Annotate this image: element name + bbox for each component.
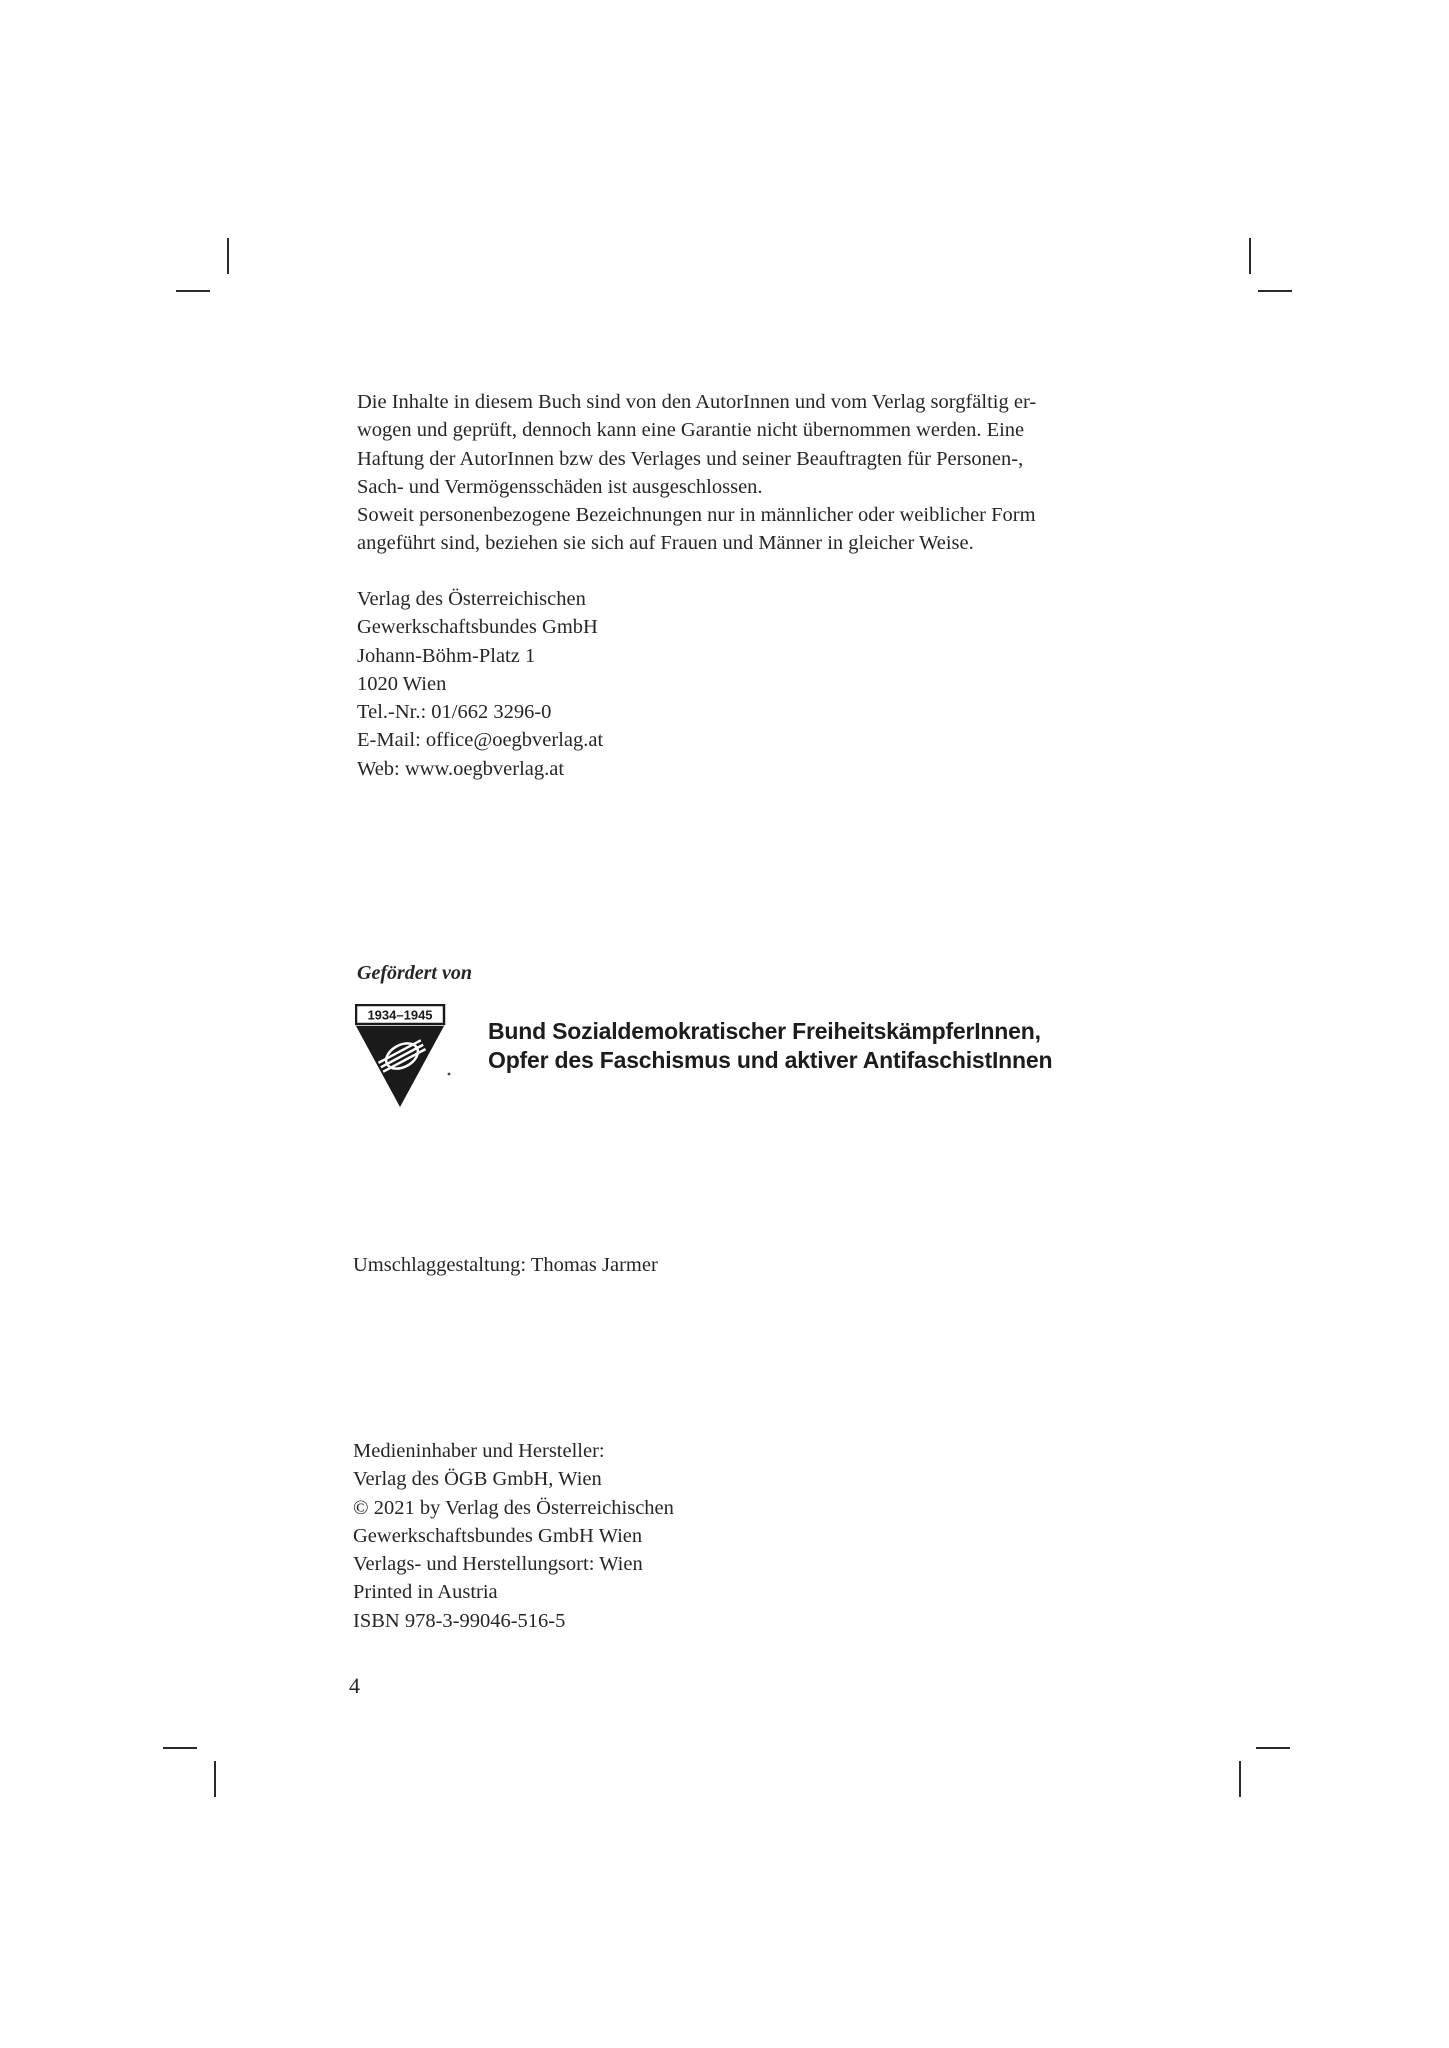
disclaimer-line: angeführt sind, beziehen sie sich auf Frauen und Männer in gleicher Weise. <box>357 532 974 555</box>
crop-mark-bottom-left-horizontal <box>163 1747 197 1749</box>
isbn-line: ISBN 978-3-99046-516-5 <box>353 1609 566 1632</box>
disclaimer-line: Die Inhalte in diesem Buch sind von den AutorInnen und vom Verlag sorgfältig er- <box>357 391 1037 413</box>
organization-name-line: Opfer des Faschismus und aktiver AntifaschistInnen <box>488 1047 1053 1073</box>
publisher-phone: Tel.-Nr.: 01/662 3296-0 <box>357 701 552 724</box>
publisher-name-line: Gewerkschaftsbundes GmbH <box>357 616 598 639</box>
imprint-line: Printed in Austria <box>353 1581 498 1604</box>
publisher-city: 1020 Wien <box>357 672 447 695</box>
imprint-line: Medieninhaber und Hersteller: <box>353 1440 605 1462</box>
crop-mark-top-left-horizontal <box>176 290 210 292</box>
disclaimer-paragraph-gender <box>357 501 1119 558</box>
crop-mark-top-left-vertical <box>227 238 229 274</box>
organization-name-line: Bund Sozialdemokratischer FreiheitskämpferInnen, <box>488 1018 1041 1044</box>
cover-design-credit: Umschlaggestaltung: Thomas Jarmer <box>353 1254 658 1276</box>
publisher-website: Web: www.oegbverlag.at <box>357 757 565 780</box>
imprint-line: Gewerkschaftsbundes GmbH Wien <box>353 1524 643 1547</box>
disclaimer-line: Sach- und Vermögensschäden ist ausgeschlossen. <box>357 475 763 498</box>
crop-mark-bottom-right-vertical <box>1239 1761 1241 1797</box>
funding-organization-name <box>488 1017 1052 1075</box>
disclaimer-text <box>357 388 1119 558</box>
crop-mark-bottom-right-horizontal <box>1256 1747 1290 1749</box>
copyright-line: © 2021 by Verlag des Österreichischen <box>353 1496 674 1519</box>
page-number: 4 <box>349 1673 360 1698</box>
disclaimer-line: Haftung der AutorInnen bzw des Verlages und seiner Beauftragten für Personen-, <box>357 447 1024 470</box>
publisher-address <box>357 585 603 783</box>
crop-mark-top-right-vertical <box>1249 238 1251 274</box>
crop-mark-top-right-horizontal <box>1258 290 1292 292</box>
publisher-street: Johann-Böhm-Platz 1 <box>357 644 536 667</box>
funded-by-label: Gefördert von <box>357 962 472 984</box>
publisher-name-line: Verlag des Österreichischen <box>357 588 586 610</box>
disclaimer-paragraph-liability <box>357 388 1119 501</box>
imprint-block <box>353 1437 674 1635</box>
disclaimer-line: wogen und geprüft, dennoch kann eine Garantie nicht übernommen werden. Eine <box>357 419 1025 442</box>
publisher-email: E-Mail: office@oegbverlag.at <box>357 729 604 752</box>
crop-mark-bottom-left-vertical <box>214 1761 216 1797</box>
imprint-line: Verlag des ÖGB GmbH, Wien <box>353 1468 602 1491</box>
emblem-years: 1934–1945 <box>367 1007 433 1023</box>
freedom-fighters-emblem-icon <box>355 1004 453 1110</box>
disclaimer-line: Soweit personenbezogene Bezeichnungen nur in männlicher oder weiblicher Form <box>357 504 1036 527</box>
imprint-line: Verlags- und Herstellungsort: Wien <box>353 1553 643 1576</box>
